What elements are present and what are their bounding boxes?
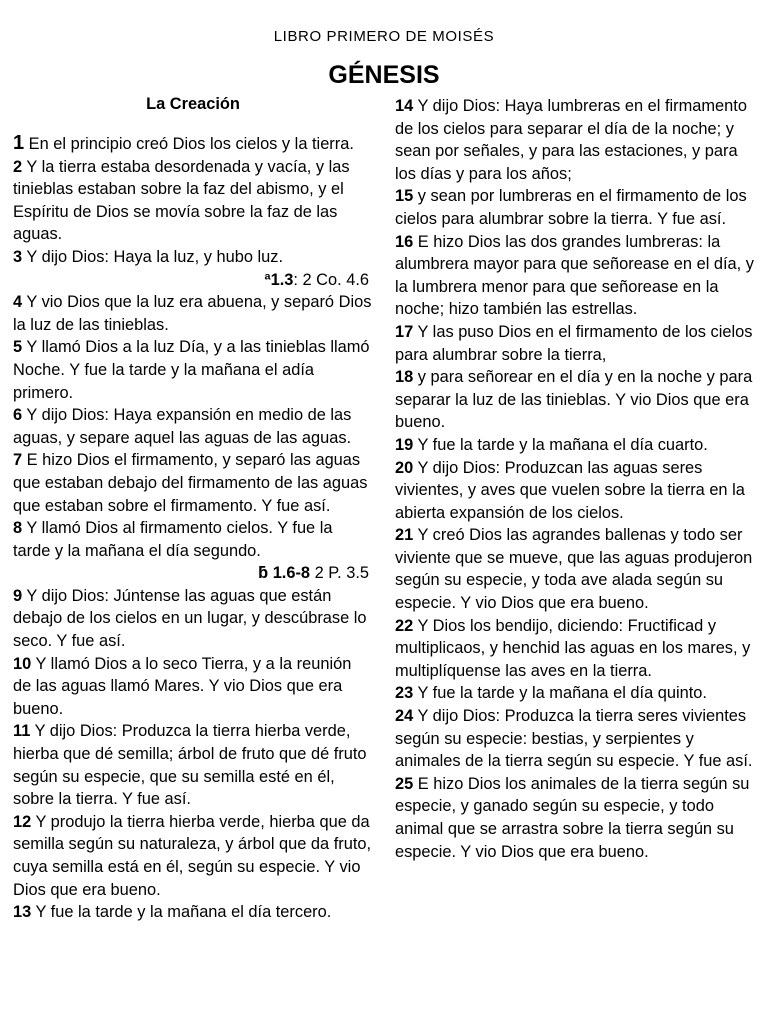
verse <box>395 773 757 863</box>
verse-text: Y la tierra estaba desordenada y vacía, y las tinieblas estaban sobre la faz del abismo, y el Espíritu de Dios se movía sobre la faz de las aguas. <box>13 157 350 244</box>
xref-ref: : 2 Co. 4.6 <box>293 270 369 289</box>
book-title: GÉNESIS <box>328 61 440 89</box>
verse <box>395 434 757 457</box>
verse-text: Y creó Dios las agrandes ballenas y todo ser viviente que se mueve, que las aguas produjeron según su especie, y toda ave alada según su especie. Y vio Dios que era bueno. <box>395 526 753 613</box>
verse-text: Y fue la tarde y la mañana el día tercero. <box>31 903 332 922</box>
verse-number: 6 <box>13 406 23 425</box>
verse-text: En el principio creó Dios los cielos y la tierra. <box>24 135 354 153</box>
verse <box>395 524 757 614</box>
verse <box>13 811 373 901</box>
verse-number: 20 <box>395 458 414 477</box>
verse-text: E hizo Dios los animales de la tierra según su especie, y ganado según su especie, y todo animal que se arrastra sobre la tierra según su especie. Y vio Dios que era bueno. <box>395 774 750 861</box>
verse-number: 10 <box>13 654 32 673</box>
verse-text: Y llamó Dios a la luz Día, y a las tinieblas llamó Noche. Y fue la tarde y la mañana el adía primero. <box>13 338 370 402</box>
verse <box>13 720 373 810</box>
verse-text: Y llamó Dios al firmamento cielos. Y fue la tarde y la mañana el día segundo. <box>13 519 333 560</box>
verse-number: 8 <box>13 519 23 538</box>
xref-note: ƃ 1.6-8 <box>258 564 311 583</box>
right-column <box>395 0 757 863</box>
verse-number: 17 <box>395 322 414 341</box>
verse-number: 16 <box>395 232 414 251</box>
verse-text: Y dijo Dios: Haya lumbreras en el firmamento de los cielos para separar el día de la noche; y sean por señales, y para las estaciones, y para los días y para los años; <box>395 97 747 183</box>
verse <box>13 246 373 269</box>
verse-text: Y vio Dios que la luz era abuena, y separó Dios la luz de las tinieblas. <box>13 293 372 334</box>
verse-number: 2 <box>13 157 23 176</box>
verse-text: y sean por lumbreras en el firmamento de los cielos para alumbrar sobre la tierra. Y fue así. <box>395 187 747 228</box>
verse <box>395 366 757 434</box>
cross-reference <box>13 269 373 292</box>
left-column <box>13 0 373 924</box>
verse-number: 22 <box>395 616 414 635</box>
verse <box>13 517 373 562</box>
verse-number: 4 <box>13 293 23 312</box>
verse <box>395 95 757 185</box>
verse-number: 1 <box>13 132 25 154</box>
verse-number: 11 <box>13 722 31 741</box>
verse-text: Y Dios los bendijo, diciendo: Fructificad y multiplicaos, y henchid las aguas en los mares, y multiplíquense las aves en la tierra. <box>395 616 751 680</box>
verse-number: 9 <box>13 586 23 605</box>
verse-text: Y dijo Dios: Produzca la tierra seres vivientes según su especie: bestias, y serpientes y animales de la tierra según su especie. Y fue así. <box>395 707 753 771</box>
verse-number: 24 <box>395 707 414 726</box>
verse-text: E hizo Dios las dos grandes lumbreras: la alumbrera mayor para que señorease en el día, y la lumbrera menor para que señorease en la noche; hizo también las estrellas. <box>395 232 754 319</box>
verse-text: Y las puso Dios en el firmamento de los cielos para alumbrar sobre la tierra, <box>395 322 753 364</box>
verse <box>395 457 757 525</box>
verse-number: 25 <box>395 774 414 793</box>
verse-number: 7 <box>13 451 23 470</box>
verse <box>13 585 373 653</box>
verse <box>13 291 373 336</box>
verse <box>395 682 757 705</box>
verse-number: 5 <box>13 338 23 357</box>
verse-text: y para señorear en el día y en la noche y para separar la luz de las tinieblas. Y vio Dios que era bueno. <box>395 368 753 432</box>
verse <box>13 449 373 517</box>
verse-text: Y produjo la tierra hierba verde, hierba que da semilla según su naturaleza, y árbol que da fruto, cuya semilla está en él, según su especie. Y vio Dios que era bueno. <box>13 812 372 899</box>
verse-number: 23 <box>395 684 414 703</box>
verse-number: 19 <box>395 435 414 454</box>
verse-number: 18 <box>395 368 414 387</box>
verse-text: Y dijo Dios: Produzca la tierra hierba verde, hierba que dé semilla; árbol de fruto que dé fruto según su especie, que su semilla esté en él, sobre la tierra. Y fue así. <box>13 722 367 809</box>
verse-text: Y dijo Dios: Produzcan las aguas seres vivientes, y aves que vuelen sobre la tierra en la abierta expansión de los cielos. <box>395 458 745 522</box>
verse <box>13 653 373 721</box>
verse <box>395 185 757 230</box>
verse-text: E hizo Dios el firmamento, y separó las aguas que estaban debajo del firmamento de las aguas que estaban sobre el firmamento. Y fue así. <box>13 451 368 515</box>
verse <box>395 705 757 773</box>
verse-number: 15 <box>395 187 414 206</box>
verse-number: 21 <box>395 526 414 545</box>
verse-text: Y dijo Dios: Haya la luz, y hubo luz. <box>22 247 283 266</box>
cross-reference <box>13 562 373 585</box>
verse <box>13 336 373 404</box>
verse-number: 13 <box>13 903 32 922</box>
verse-text: Y dijo Dios: Haya expansión en medio de las aguas, y separe aquel las aguas de las aguas. <box>13 406 352 447</box>
verse <box>13 901 373 924</box>
verse-number: 14 <box>395 97 414 115</box>
xref-ref: 2 P. 3.5 <box>310 564 369 583</box>
verse-text: Y fue la tarde y la mañana el día quinto. <box>413 684 707 703</box>
verse <box>13 156 373 246</box>
verse-text: Y llamó Dios a lo seco Tierra, y a la reunión de las aguas llamó Mares. Y vio Dios que era bueno. <box>13 654 352 718</box>
verse <box>395 231 757 321</box>
verse-text: Y dijo Dios: Júntense las aguas que están debajo de los cielos en un lugar, y descúbrase lo seco. Y fue así. <box>13 586 367 651</box>
section-heading: La Creación <box>146 95 240 113</box>
verse <box>13 404 373 449</box>
xref-note: ª1.3 <box>264 270 294 289</box>
verse-number: 12 <box>13 812 32 831</box>
verse-text: Y fue la tarde y la mañana el día cuarto. <box>413 435 708 454</box>
verse <box>13 132 373 156</box>
verse <box>395 615 757 683</box>
verse <box>395 321 757 366</box>
running-head: LIBRO PRIMERO DE MOISÉS <box>273 28 495 45</box>
verse-number: 3 <box>13 247 23 266</box>
